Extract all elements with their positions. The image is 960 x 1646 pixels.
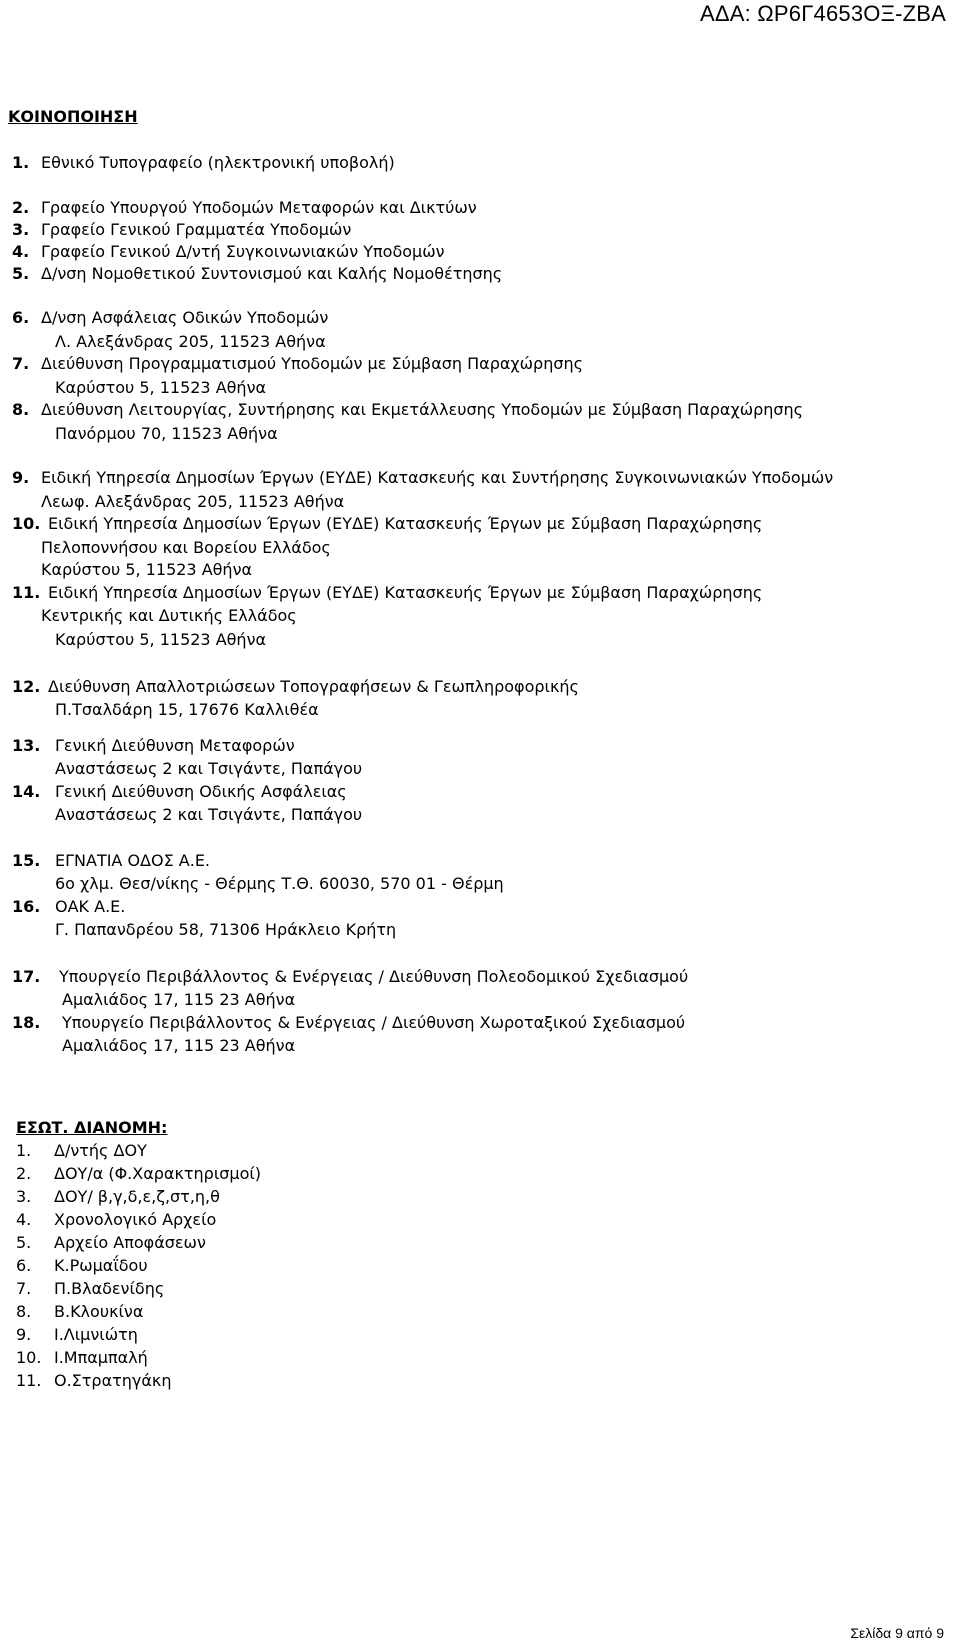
- notification-item-text: Γραφείο Υπουργού Υποδομών Μεταφορών και Δικτύων: [41, 198, 477, 217]
- notification-item-number: 9.: [12, 468, 30, 487]
- notification-item-number: 13.: [12, 736, 41, 755]
- internal-item-number: 11.: [16, 1371, 42, 1390]
- notification-item-text: Διεύθυνση Απαλλοτριώσεων Τοπογραφήσεων & Γεωπληροφορικής: [48, 677, 579, 696]
- notification-item-number: 18.: [12, 1013, 41, 1032]
- notification-item-number: 3.: [12, 220, 30, 239]
- internal-item-number: 5.: [16, 1233, 32, 1252]
- internal-item-text: Δ/ντής ΔΟΥ: [54, 1141, 147, 1160]
- notification-item-text: Γραφείο Γενικού Γραμματέα Υποδομών: [41, 220, 352, 239]
- page-number: Σελίδα 9 από 9: [850, 1625, 944, 1641]
- internal-distribution-heading: ΕΣΩΤ. ΔΙΑΝΟΜΗ:: [16, 1118, 168, 1137]
- notification-item-number: 5.: [12, 264, 30, 283]
- internal-item-text: Χρονολογικό Αρχείο: [54, 1210, 217, 1229]
- internal-item-text: ΔΟΥ/α (Φ.Χαρακτηρισμοί): [54, 1164, 262, 1183]
- notification-item-number: 6.: [12, 308, 30, 327]
- notification-item-address: 6ο χλμ. Θεσ/νίκης - Θέρμης Τ.Θ. 60030, 570 01 - Θέρμη: [55, 874, 504, 893]
- notification-item-address: Καρύστου 5, 11523 Αθήνα: [41, 560, 253, 579]
- notification-item-address: Λ. Αλεξάνδρας 205, 11523 Αθήνα: [55, 332, 326, 351]
- notification-item-region: Πελοποννήσου και Βορείου Ελλάδος: [41, 538, 331, 557]
- notification-item-address: Αναστάσεως 2 και Τσιγάντε, Παπάγου: [55, 805, 363, 824]
- notification-item-text: Ειδική Υπηρεσία Δημοσίων Έργων (ΕΥΔΕ) Κατασκευής και Συντήρησης Συγκοινωνιακών Υποδομών: [41, 468, 834, 487]
- internal-item-number: 2.: [16, 1164, 32, 1183]
- notification-item-address: Π.Τσαλδάρη 15, 17676 Καλλιθέα: [55, 700, 319, 719]
- notification-item-text: Γενική Διεύθυνση Μεταφορών: [55, 736, 295, 755]
- notification-item-number: 2.: [12, 198, 30, 217]
- notification-item-text: Γραφείο Γενικού Δ/ντή Συγκοινωνιακών Υποδομών: [41, 242, 445, 261]
- notification-item-address: Λεωφ. Αλεξάνδρας 205, 11523 Αθήνα: [41, 492, 345, 511]
- notification-item-text: Υπουργείο Περιβάλλοντος & Ενέργειας / Διεύθυνση Χωροταξικού Σχεδιασμού: [62, 1013, 686, 1032]
- notification-item-number: 15.: [12, 851, 41, 870]
- notification-item-number: 8.: [12, 400, 30, 419]
- notification-item-number: 1.: [12, 153, 30, 172]
- notification-item-text: Δ/νση Ασφάλειας Οδικών Υποδομών: [41, 308, 329, 327]
- notification-item-address: Αναστάσεως 2 και Τσιγάντε, Παπάγου: [55, 759, 363, 778]
- internal-item-number: 10.: [16, 1348, 42, 1367]
- notification-item-text: Ειδική Υπηρεσία Δημοσίων Έργων (ΕΥΔΕ) Κατασκευής Έργων με Σύμβαση Παραχώρησης: [48, 583, 763, 602]
- notification-item-text: Γενική Διεύθυνση Οδικής Ασφάλειας: [55, 782, 347, 801]
- ada-code: ΑΔΑ: ΩΡ6Γ4653ΟΞ-ΖΒΑ: [699, 1, 946, 26]
- internal-item-text: Ι.Μπαμπαλή: [54, 1348, 148, 1367]
- internal-item-number: 7.: [16, 1279, 32, 1298]
- notification-item-text: Εθνικό Τυπογραφείο (ηλεκτρονική υποβολή): [41, 153, 395, 172]
- notification-item-text: ΕΓΝΑΤΙΑ ΟΔΟΣ Α.Ε.: [55, 851, 211, 870]
- notification-item-number: 10.: [12, 514, 41, 533]
- notification-item-number: 17.: [12, 967, 41, 986]
- notification-item-region: Κεντρικής και Δυτικής Ελλάδος: [41, 606, 297, 625]
- notification-item-address: Πανόρμου 70, 11523 Αθήνα: [55, 424, 278, 443]
- internal-item-text: ΔΟΥ/ β,γ,δ,ε,ζ,στ,η,θ: [54, 1187, 220, 1206]
- internal-item-text: Π.Βλαδενίδης: [54, 1279, 165, 1298]
- internal-item-text: Ι.Λιμνιώτη: [54, 1325, 138, 1344]
- notification-heading: ΚΟΙΝΟΠΟΙΗΣΗ: [8, 107, 138, 126]
- notification-item-text: ΟΑΚ Α.Ε.: [55, 897, 126, 916]
- notification-item-text: Διεύθυνση Λειτουργίας, Συντήρησης και Εκμετάλλευσης Υποδομών με Σύμβαση Παραχώρησης: [41, 400, 804, 419]
- notification-item-number: 11.: [12, 583, 41, 602]
- notification-item-address: Καρύστου 5, 11523 Αθήνα: [55, 378, 267, 397]
- internal-item-number: 6.: [16, 1256, 32, 1275]
- internal-item-text: Ο.Στρατηγάκη: [54, 1371, 172, 1390]
- notification-item-address: Αμαλιάδος 17, 115 23 Αθήνα: [62, 1036, 296, 1055]
- internal-item-text: Αρχείο Αποφάσεων: [54, 1233, 206, 1252]
- internal-item-number: 4.: [16, 1210, 32, 1229]
- notification-item-address: Καρύστου 5, 11523 Αθήνα: [55, 630, 267, 649]
- internal-item-number: 9.: [16, 1325, 32, 1344]
- notification-item-text: Ειδική Υπηρεσία Δημοσίων Έργων (ΕΥΔΕ) Κατασκευής Έργων με Σύμβαση Παραχώρησης: [48, 514, 763, 533]
- internal-item-number: 8.: [16, 1302, 32, 1321]
- notification-item-number: 7.: [12, 354, 30, 373]
- notification-item-address: Γ. Παπανδρέου 58, 71306 Ηράκλειο Κρήτη: [55, 920, 397, 939]
- internal-item-text: Β.Κλουκίνα: [54, 1302, 144, 1321]
- notification-item-text: Υπουργείο Περιβάλλοντος & Ενέργειας / Διεύθυνση Πολεοδομικού Σχεδιασμού: [59, 967, 689, 986]
- notification-item-text: Δ/νση Νομοθετικού Συντονισμού και Καλής Νομοθέτησης: [41, 264, 503, 283]
- notification-item-address: Αμαλιάδος 17, 115 23 Αθήνα: [62, 990, 296, 1009]
- notification-item-number: 12.: [12, 677, 41, 696]
- notification-item-text: Διεύθυνση Προγραμματισμού Υποδομών με Σύμβαση Παραχώρησης: [41, 354, 584, 373]
- notification-item-number: 16.: [12, 897, 41, 916]
- notification-item-number: 4.: [12, 242, 30, 261]
- internal-item-number: 1.: [16, 1141, 32, 1160]
- internal-item-text: Κ.Ρωμαΐδου: [54, 1256, 148, 1275]
- notification-item-number: 14.: [12, 782, 41, 801]
- internal-item-number: 3.: [16, 1187, 32, 1206]
